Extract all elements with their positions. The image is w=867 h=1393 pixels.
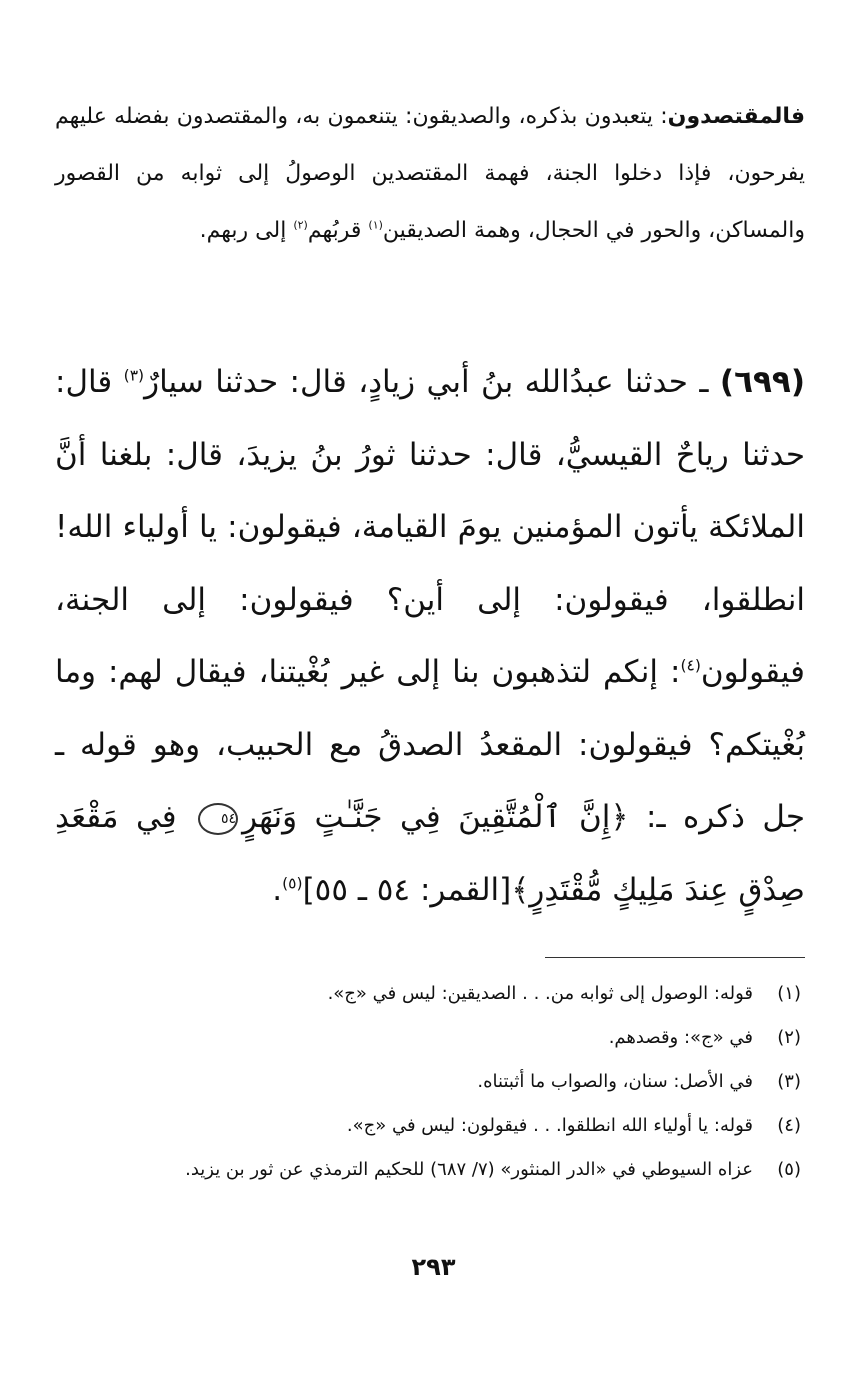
footnote-ref-2[interactable]: (٢) <box>293 218 308 232</box>
footnote-number: (٢) <box>777 1027 801 1048</box>
footnote-text: في «ج»: وقصدهم. <box>608 1027 753 1048</box>
footnote-number: (٤) <box>777 1115 801 1136</box>
footnote-ref-3[interactable]: (٣) <box>123 366 145 385</box>
footnote-item <box>61 972 801 1016</box>
ayah-number-mark: ٥٤ <box>198 803 238 835</box>
footnote-text: قوله: الوصول إلى ثوابه من. . . الصديقين: ليس في «ج». <box>327 983 753 1004</box>
hadith-text-2: قال: حدثنا رياحٌ القيسيُّ، قال: حدثنا ثورُ بنُ يزيدَ، قال: بلغنا أنَّ الملائكة يأتون المؤمنين يومَ القيامة، فيقولون: يا أولياء الله! انطلقوا، فيقولون: إلى أين؟ فيقولون: إلى الجنة، فيقولون <box>55 364 805 690</box>
hadith-text-3: : إنكم لتذهبون بنا إلى غير بُغْيتنا، فيقال لهم: وما بُغْيتكم؟ فيقولون: المقعدُ الصدقُ مع الحبيب، وهو قوله ـ جل ذكره ـ: <box>55 654 805 835</box>
quran-reference: [القمر: ٥٤ ـ ٥٥] <box>302 871 512 908</box>
paragraph-text-2: قربُهم <box>307 218 369 243</box>
paragraph-lead-word: فالمقتصدون <box>667 104 805 129</box>
footnote-text: قوله: يا أولياء الله انطلقوا. . . فيقولون: ليس في «ج». <box>346 1115 753 1136</box>
footnote-item <box>61 1148 801 1192</box>
hadith-text-1: ـ حدثنا عبدُالله بنُ أبي زيادٍ، قال: حدثنا سيارٌ <box>144 364 720 400</box>
hadith-number: (٦٩٩) <box>719 364 805 400</box>
paragraph-text-3: إلى ربهم. <box>199 218 294 243</box>
footnote-ref-5[interactable]: (٥) <box>282 874 303 893</box>
hadith-end: . <box>272 871 283 908</box>
quran-verse-part-1: ﴿إِنَّ ٱلْمُتَّقِينَ فِي جَنَّـٰتٍ وَنَهَرٍ <box>242 799 629 835</box>
footnote-item <box>61 1104 801 1148</box>
footnote-item <box>61 1060 801 1104</box>
footnote-number: (٥) <box>777 1159 801 1180</box>
footnote-item <box>61 1016 801 1060</box>
footnote-text: في الأصل: سنان، والصواب ما أثبتناه. <box>477 1071 753 1092</box>
page-number: ٢٩٣ <box>411 1253 456 1281</box>
footnote-text: عزاه السيوطي في «الدر المنثور» (٧/ ٦٨٧) للحكيم الترمذي عن ثور بن يزيد. <box>185 1159 753 1180</box>
quran-verse-part-2: فِي مَقْعَدِ صِدْقٍ عِندَ مَلِيكٍ مُّقْتَدِرٍ﴾ <box>55 799 805 908</box>
paragraph-intro <box>55 88 805 259</box>
footnote-number: (١) <box>777 983 801 1004</box>
hadith-paragraph <box>55 346 805 926</box>
paragraph-text: : يتعبدون بذكره، والصديقون: يتنعمون به، والمقتصدون بفضله عليهم يفرحون، فإذا دخلوا الجنة، فهمة المقتصدين الوصولُ إلى ثوابه من القصور والمساكن، والحور في الحجال، وهمة الصديقين <box>55 104 805 243</box>
footnote-ref-4[interactable]: (٤) <box>680 656 701 675</box>
footnotes-list <box>61 972 801 1192</box>
footnote-number: (٣) <box>777 1071 801 1092</box>
footnote-divider <box>545 957 805 958</box>
footnote-ref-1[interactable]: (١) <box>368 218 383 232</box>
